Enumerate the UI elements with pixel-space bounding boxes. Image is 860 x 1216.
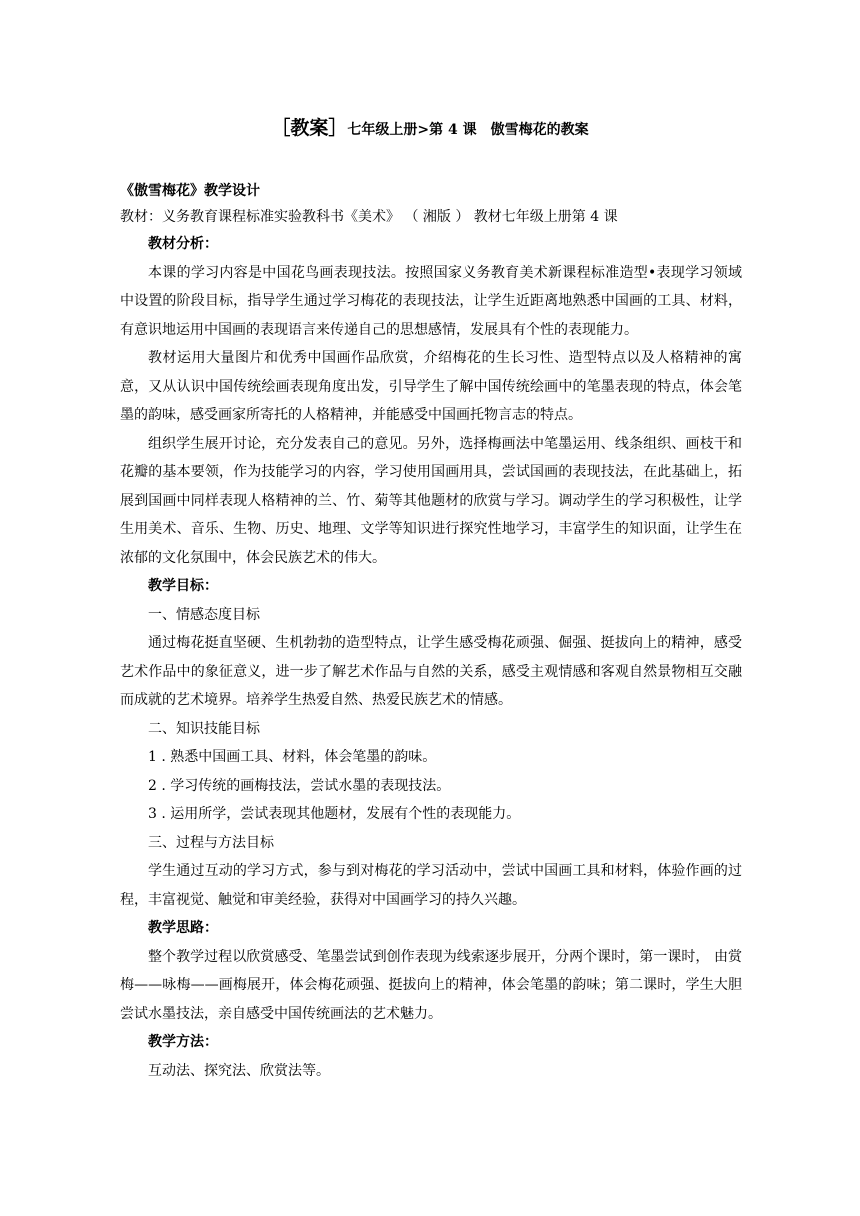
- analysis-paragraph-3: 组织学生展开讨论，充分发表自己的意见。另外，选择梅画法中笔墨运用、线条组织、画枝干和花瓣的基本要领，作为技能学习的内容，学习使用国画用具，尝试国画的表现技法，在此基础上，拓展到国画中同样表现人格精神的兰、竹、菊等其他题材的欣赏与学习。调动学生的学习积极性，让学生用美术、音乐、生物、历史、地理、文学等知识进行探究性地学习，丰富学生的知识面，让学生在浓郁的文化氛围中，体会民族艺术的伟大。: [120, 435, 742, 566]
- goal1-paragraph: 通过梅花挺直坚硬、生机勃勃的造型特点，让学生感受梅花顽强、倔强、挺拔向上的精神，感受艺术作品中的象征意义，进一步了解艺术作品与自然的关系，感受主观情感和客观自然景物相互交融而成就的艺术境界。培养学生热爱自然、热爱民族艺术的情感。: [120, 635, 742, 708]
- methods-text: 互动法、探究法、欣赏法等。: [148, 1062, 330, 1079]
- goal2-item-1: 1 . 熟悉中国画工具、材料，体会笔墨的韵味。: [148, 749, 437, 765]
- title-bracket: ［教案］: [271, 117, 348, 139]
- approach-paragraph: 整个教学过程以欣赏感受、笔墨尝试到创作表现为线索逐步展开，分两个课时，第一课时， 由赏梅——咏梅——画梅展开，体会梅花顽强、挺拔向上的精神，体会笔墨的韵味；第二课时，学生大胆尝试水墨技法，亲自感受中国传统画法的艺术魅力。: [120, 948, 742, 1022]
- goal2-heading: 二、知识技能目标: [148, 720, 260, 737]
- analysis-heading: 教材分析：: [148, 236, 218, 252]
- goal2-item-3: 3 . 运用所学，尝试表现其他题材，发展有个性的表现能力。: [148, 806, 521, 822]
- page-title: [0, 116, 860, 142]
- approach-heading: 教学思路：: [148, 920, 218, 936]
- goal2-item-2: 2 . 学习传统的画梅技法，尝试水墨的表现技法。: [148, 777, 451, 794]
- analysis-paragraph-1: 本课的学习内容是中国花鸟画表现技法。按照国家义务教育美术新课程标准造型•表现学习领域中设置的阶段目标，指导学生通过学习梅花的表现技法，让学生近距离地熟悉中国画的工具、材料，有意识地运用中国画的表现语言来传递自己的思想感情，发展具有个性的表现能力。: [120, 264, 742, 338]
- title-text: 七年级上册>第 4 课 傲雪梅花的教案: [347, 122, 589, 138]
- goal3-paragraph: 学生通过互动的学习方式，参与到对梅花的学习活动中，尝试中国画工具和材料，体验作画的过程，丰富视觉、触觉和审美经验，获得对中国画学习的持久兴趣。: [120, 863, 742, 908]
- design-title: 《傲雪梅花》教学设计: [120, 183, 260, 199]
- goal3-heading: 三、过程与方法目标: [148, 834, 274, 851]
- goal1-heading: 一、情感态度目标: [148, 606, 260, 623]
- analysis-paragraph-2: 教材运用大量图片和优秀中国画作品欣赏，介绍梅花的生长习性、造型特点以及人格精神的寓意，又从认识中国传统绘画表现角度出发，引导学生了解中国传统绘画中的笔墨表现的特点，体会笔墨的韵味，感受画家所寄托的人格精神，并能感受中国画托物言志的特点。: [120, 350, 742, 423]
- goals-heading: 教学目标：: [148, 578, 218, 594]
- methods-heading: 教学方法：: [148, 1034, 218, 1050]
- document-body: [120, 178, 742, 1085]
- textbook-line: 教材：义务教育课程标准实验教科书《美术》 （ 湘版 ） 教材七年级上册第 4 课: [120, 209, 618, 225]
